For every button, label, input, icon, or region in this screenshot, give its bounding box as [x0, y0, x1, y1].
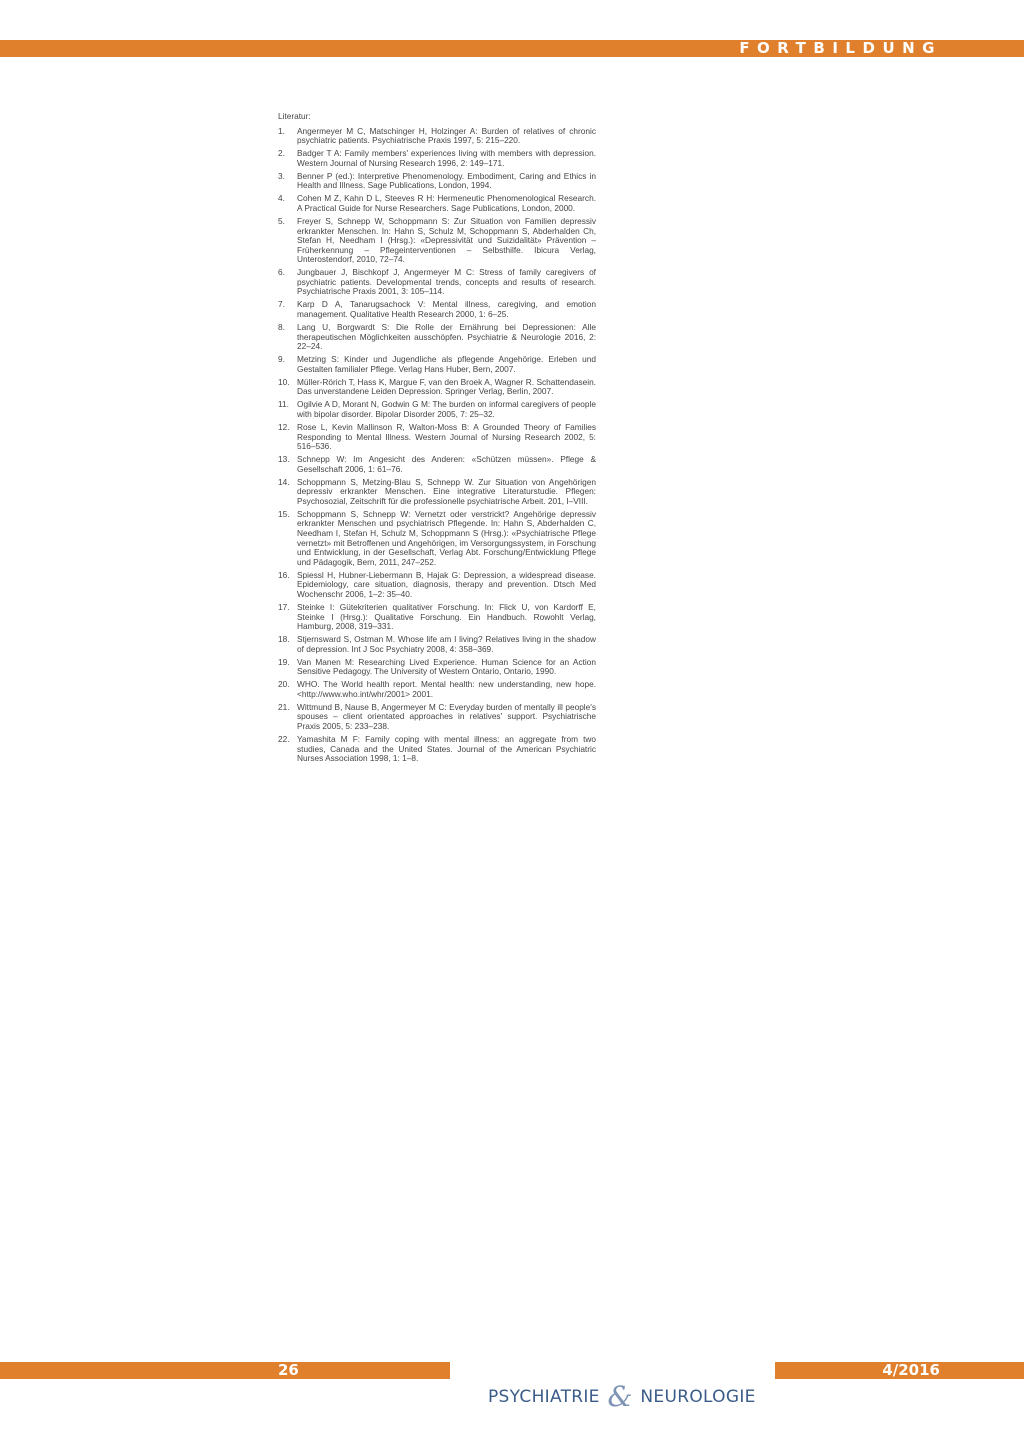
reference-number: 7. — [278, 299, 285, 310]
reference-item — [278, 423, 596, 452]
reference-text: Metzing S: Kinder und Jugendliche als pflegende Angehörige. Erleben und Gestalten familialer Pflege. Verlag Hans Huber, Bern, 2007. — [297, 354, 596, 374]
reference-number: 2. — [278, 148, 285, 159]
reference-number: 13. — [278, 454, 290, 465]
reference-item — [278, 571, 596, 600]
reference-item — [278, 172, 596, 191]
reference-item — [278, 680, 596, 699]
reference-text: Angermeyer M C, Matschinger H, Holzinger A: Burden of relatives of chronic psychiatric patients. Psychiatrische Praxis 1997, 5: 215–220. — [297, 125, 596, 146]
reference-number: 19. — [278, 656, 290, 667]
reference-text: Steinke I: Gütekriterien qualitativer Forschung. In: Flick U, von Kardorff E, Steinke I (Hrsg.): Qualitative Forschung. Ein Handbuch. Rowohlt Verlag, Hamburg, 2008, 319–331. — [297, 601, 596, 632]
reference-number: 8. — [278, 322, 285, 333]
reference-item — [278, 735, 596, 764]
reference-text: Van Manen M: Researching Lived Experience. Human Science for an Action Sensitive Pedagogy. The University of Western Ontario, Ontario, 1990. — [297, 656, 596, 677]
reference-item — [278, 603, 596, 632]
section-label: FORTBILDUNG — [739, 39, 942, 57]
reference-item — [278, 323, 596, 352]
reference-text: Lang U, Borgwardt S: Die Rolle der Ernährung bei Depressionen: Alle therapeutischen Möglichkeiten ausschöpfen. Psychiatrie & Neurologie 2016, 2: 22–24. — [297, 322, 596, 352]
reference-item — [278, 378, 596, 397]
reference-number: 11. — [278, 399, 289, 410]
reference-text: Schoppmann S, Metzing-Blau S, Schnepp W. Zur Situation von Angehörigen depressiv erkrankter Menschen. Eine integrative Literaturstudie. Pflegen: Psychosozial, Zeitschrift für die professionelle psychiatrische Arbeit. 201, I–VIII. — [297, 476, 596, 506]
reference-item — [278, 217, 596, 265]
reference-text: Badger T A: Family members' experiences living with members with depression. Western Journal of Nursing Research 1996, 2: 149–171. — [297, 148, 596, 168]
reference-text: Benner P (ed.): Interpretive Phenomenology. Embodiment, Caring and Ethics in Health and Illness. Sage Publications, London, 1994. — [297, 170, 596, 191]
reference-item — [278, 268, 596, 297]
reference-text: Yamashita M F: Family coping with mental illness: an aggregate from two studies, Canada and the United States. Journal of the American Psychiatric Nurses Association 1998, 1: 1–8. — [297, 734, 596, 764]
issue-number: 4/2016 — [882, 1361, 940, 1379]
reference-text: Ogilvie A D, Morant N, Godwin G M: The burden on informal caregivers of people with bipolar disorder. Bipolar Disorder 2005, 7: 25–32. — [297, 399, 596, 419]
reference-item — [278, 478, 596, 507]
journal-logo-left: PSYCHIATRIE — [488, 1387, 600, 1407]
reference-text: Karp D A, Tanarugsachock V: Mental illness, caregiving, and emotion management. Qualitative Health Research 2000, 1: 6–25. — [297, 299, 596, 320]
reference-number: 12. — [278, 421, 290, 432]
reference-item — [278, 355, 596, 374]
journal-logo-right: NEUROLOGIE — [640, 1387, 756, 1407]
reference-number: 16. — [278, 569, 290, 580]
reference-list — [278, 112, 596, 767]
reference-text: Stjernsward S, Ostman M. Whose life am I living? Relatives living in the shadow of depression. Int J Soc Psychiatry 2008, 4: 358–369. — [297, 634, 596, 654]
reference-item — [278, 510, 596, 568]
reference-number: 17. — [278, 601, 290, 612]
reference-text: Spiessl H, Hubner-Liebermann B, Hajak G: Depression, a widespread disease. Epidemiology, care situation, diagnosis, therapy and prevention. Dtsch Med Wochenschr 2006, 1–2: 35–40. — [297, 569, 596, 599]
reference-text: Schoppmann S, Schnepp W: Vernetzt oder verstrickt? Angehörige depressiv erkrankter Menschen und psychiatrisch Pflegende. In: Hahn S, Abderhalden C, Needham I, Stefan H, Schulz M, Schoppmann S (Hrsg.): «Psychiatrische Pflege vernetzt» mit Betroffenen und Angehörigen, im Versorgungssystem, in Forschung und Entwicklung, in der Gesellschaft, Verlag Abt. Forschung/Entwicklung Pflege und Pädagogik, Bern, 2011, 247–252. — [297, 508, 596, 567]
reference-number: 14. — [278, 476, 290, 487]
footer-gap — [450, 1362, 775, 1379]
reference-item — [278, 300, 596, 319]
footer-bar — [0, 1362, 1024, 1379]
reference-text: Schnepp W: Im Angesicht des Anderen: «Schützen müssen». Pflege & Gesellschaft 2006, 1: 61–76. — [297, 454, 596, 474]
reference-number: 15. — [278, 508, 290, 519]
reference-heading: Literatur: — [278, 111, 311, 121]
header-bar — [0, 40, 1024, 57]
reference-item — [278, 703, 596, 732]
reference-text: Müller-Rörich T, Hass K, Margue F, van den Broek A, Wagner R. Schattendasein. Das unverstandene Leiden Depression. Springer Verlag, Berlin, 2007. — [297, 376, 596, 397]
reference-text: WHO. The World health report. Mental health: new understanding, new hope. <http://www.who.int/whr/2001> 2001. — [297, 679, 596, 699]
reference-text: Freyer S, Schnepp W, Schoppmann S: Zur Situation von Familien depressiv erkrankter Menschen. In: Hahn S, Schulz M, Schoppmann S, Abderhalden Ch, Stefan H, Needham I (Hrsg.): «Depressivität und Suizidalität» Prävention – Früherkennung – Pflegeinterventionen – Selbsthilfe. Ibicura Verlag, Unterostendorf, 2010, 72–74. — [297, 215, 596, 265]
reference-item — [278, 658, 596, 677]
reference-item — [278, 149, 596, 168]
reference-item — [278, 455, 596, 474]
reference-item — [278, 400, 596, 419]
reference-number: 9. — [278, 354, 285, 365]
reference-text: Jungbauer J, Bischkopf J, Angermeyer M C: Stress of family caregivers of psychiatric patients. Developmental trends, concepts and results of research. Psychiatrische Praxis 2001, 3: 105–114. — [297, 267, 596, 297]
page-number: 26 — [278, 1361, 299, 1379]
reference-text: Rose L, Kevin Mallinson R, Walton-Moss B: A Grounded Theory of Families Responding to Mental Illness. Western Journal of Nursing Research 2002, 5: 516–536. — [297, 421, 596, 452]
reference-number: 10. — [278, 376, 290, 387]
reference-number: 5. — [278, 215, 285, 226]
reference-text: Wittmund B, Nause B, Angermeyer M C: Everyday burden of mentally ill people's spouses – client orientated approaches in relatives' support. Psychiatrische Praxis 2005, 5: 233–238. — [297, 701, 596, 732]
reference-number: 4. — [278, 193, 285, 204]
reference-number: 22. — [278, 734, 290, 745]
reference-number: 1. — [278, 125, 285, 136]
reference-text: Cohen M Z, Kahn D L, Steeves R H: Hermeneutic Phenomenological Research. A Practical Guide for Nurse Researchers. Sage Publications, London, 2000. — [297, 193, 596, 213]
reference-number: 18. — [278, 634, 290, 645]
reference-number: 6. — [278, 267, 285, 278]
reference-number: 3. — [278, 170, 285, 181]
reference-item — [278, 194, 596, 213]
journal-logo — [488, 1380, 756, 1413]
journal-logo-ampersand: & — [607, 1380, 633, 1413]
reference-number: 20. — [278, 679, 290, 690]
reference-item — [278, 635, 596, 654]
reference-number: 21. — [278, 701, 290, 712]
reference-items — [278, 127, 596, 764]
reference-item — [278, 127, 596, 146]
